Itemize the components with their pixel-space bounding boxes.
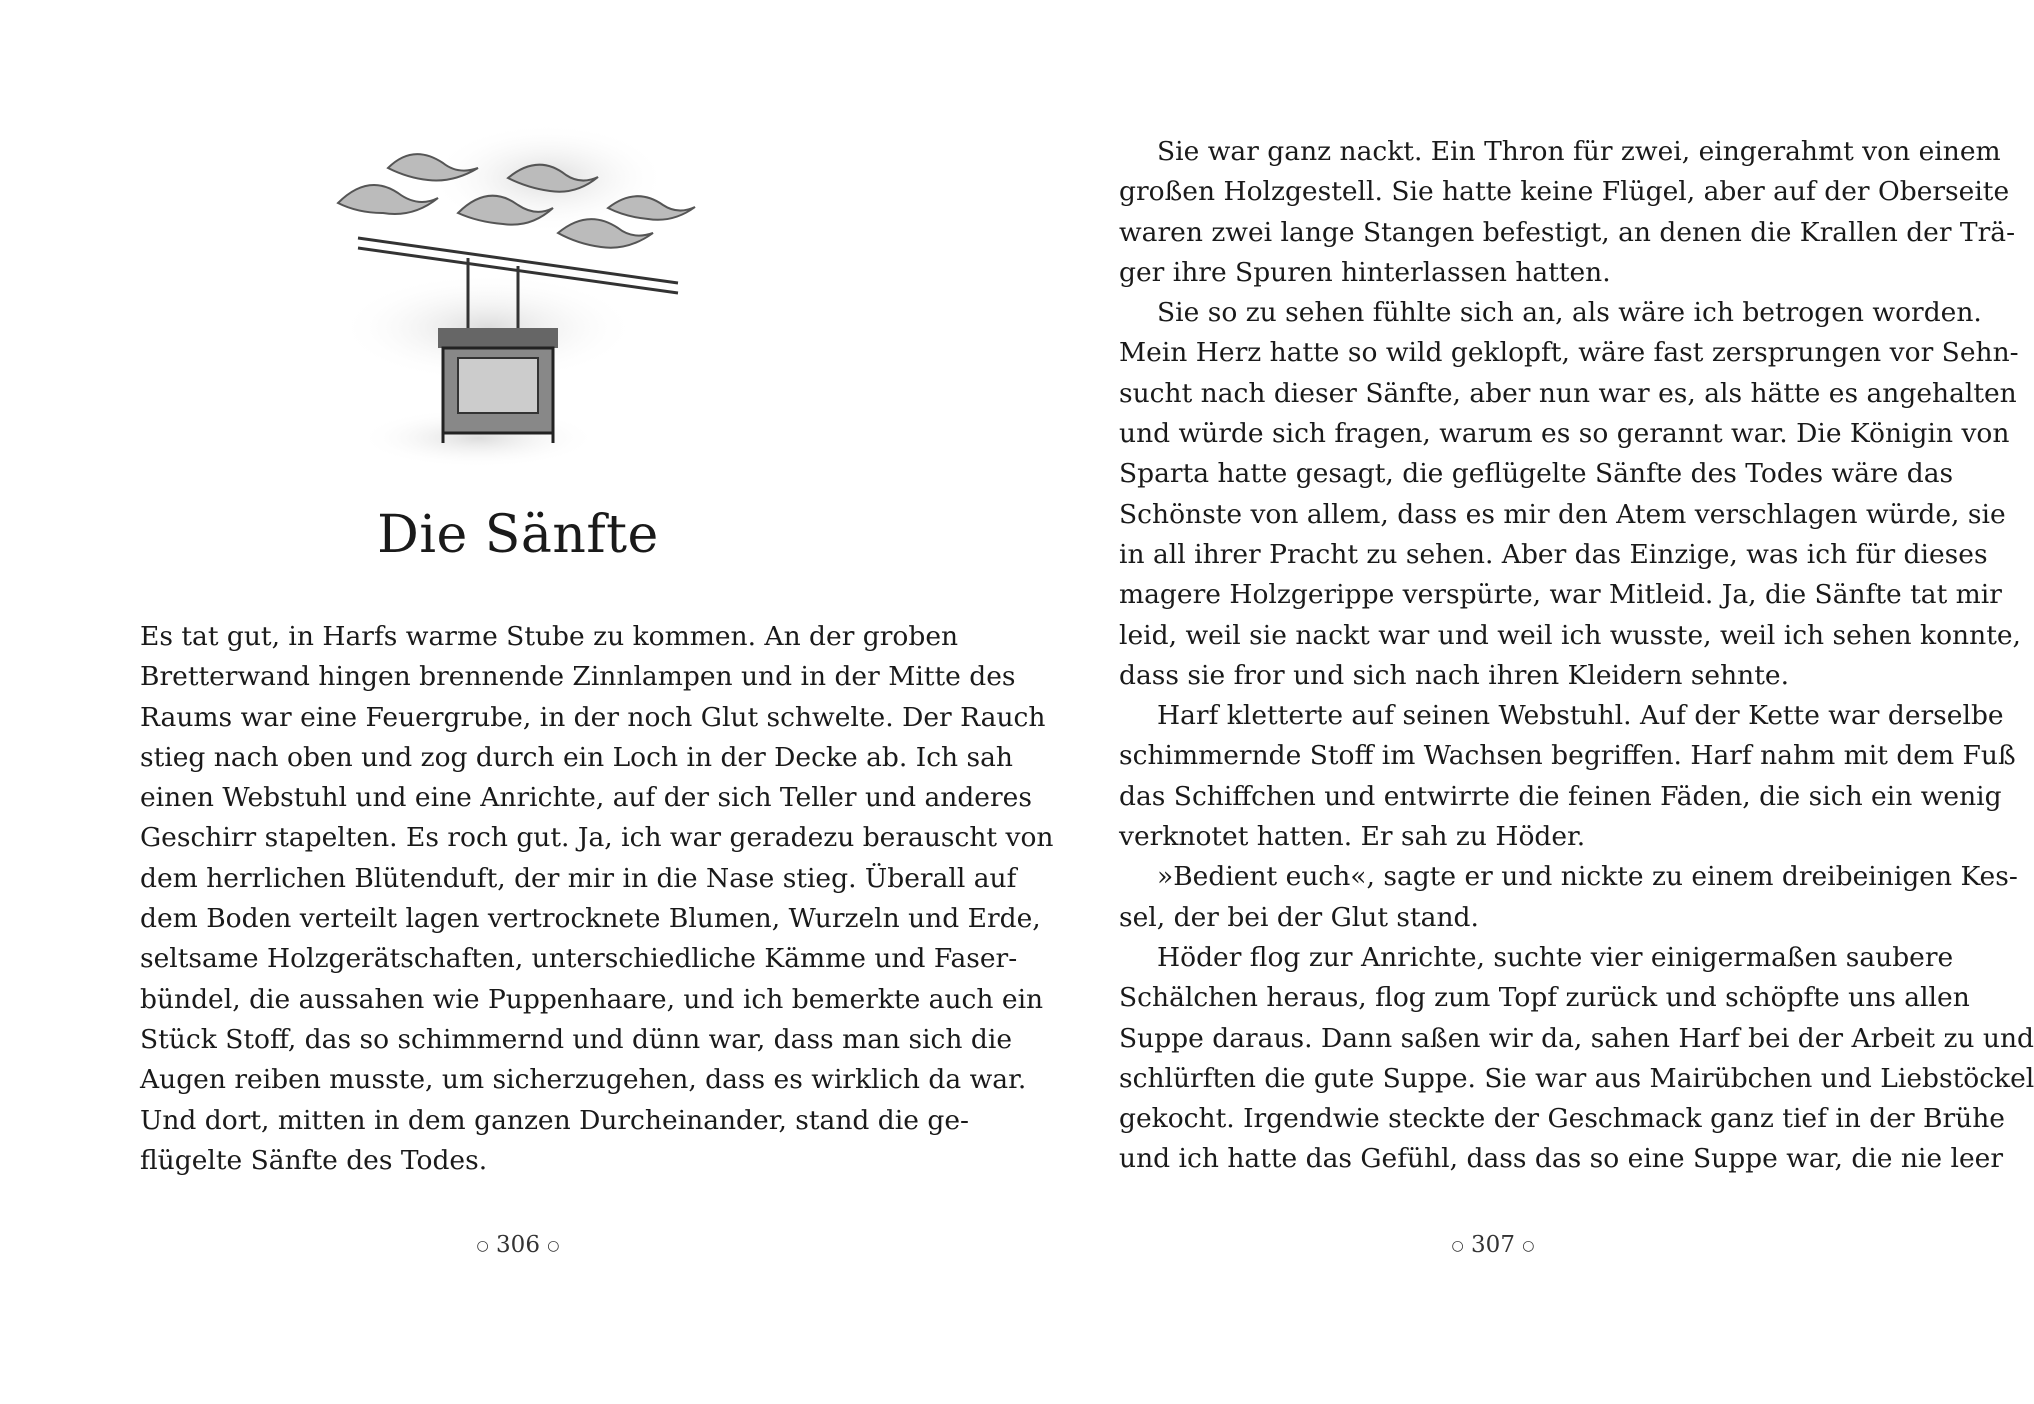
text-line: schlürften die gute Suppe. Sie war aus Mairübchen und Liebstöckel bbox=[1119, 1062, 2034, 1094]
text-line: in all ihrer Pracht zu sehen. Aber das Einzige, was ich für dieses bbox=[1119, 538, 1988, 570]
text-line: Sie war ganz nackt. Ein Thron für zwei, eingerahmt von einem bbox=[1157, 136, 2001, 167]
text-line: und würde sich fragen, warum es so gerannt war. Die Königin von bbox=[1119, 418, 2010, 450]
text-line: Es tat gut, in Harfs warme Stube zu kommen. An der groben bbox=[140, 621, 959, 652]
text-line: Mein Herz hatte so wild geklopft, wäre fast zersprungen vor Sehn- bbox=[1119, 337, 2019, 369]
text-line: seltsame Holzgerätschaften, unterschiedliche Kämme und Faser- bbox=[140, 943, 1018, 975]
text-line: ger ihre Spuren hinterlassen hatten. bbox=[1119, 256, 1611, 288]
text-line: Sparta hatte gesagt, die geflügelte Sänfte des Todes wäre das bbox=[1119, 458, 1954, 490]
litter-carriage bbox=[438, 328, 558, 443]
text-line: Höder flog zur Anrichte, suchte vier einigermaßen saubere bbox=[1157, 941, 1954, 973]
text-line: gekocht. Irgendwie steckte der Geschmack ganz tief in der Brühe bbox=[1119, 1103, 2005, 1135]
text-line: das Schiffchen und entwirrte die feinen Fäden, die sich ein wenig bbox=[1119, 780, 2002, 812]
text-line: sucht nach dieser Sänfte, aber nun war es, als hätte es angehalten bbox=[1119, 377, 2017, 409]
text-line: »Bedient euch«, sagte er und nickte zu einem dreibeinigen Kes- bbox=[1157, 861, 2018, 893]
text-line: schimmernde Stoff im Wachsen begriffen. Harf nahm mit dem Fuß bbox=[1119, 740, 2016, 772]
text-line: Geschirr stapelten. Es roch gut. Ja, ich war geradezu berauscht von bbox=[140, 822, 1054, 854]
page-number-value: 307 bbox=[1471, 1232, 1515, 1258]
text-line: bündel, die aussahen wie Puppenhaare, und ich bemerkte auch ein bbox=[140, 983, 1044, 1015]
text-line: Sie so zu sehen fühlte sich an, als wäre ich betrogen worden. bbox=[1157, 297, 1982, 329]
text-line: einen Webstuhl und eine Anrichte, auf der sich Teller und anderes bbox=[140, 782, 1032, 814]
text-line: sel, der bei der Glut stand. bbox=[1119, 901, 1479, 933]
page-number-value: 306 bbox=[496, 1232, 540, 1258]
page-number-right: ○ 307 ○ bbox=[1451, 1232, 1535, 1258]
text-line: flügelte Sänfte des Todes. bbox=[140, 1144, 488, 1176]
text-line: dem herrlichen Blütenduft, der mir in die Nase stieg. Überall auf bbox=[140, 862, 1017, 894]
right-page bbox=[1000, 0, 2034, 1404]
text-line: Bretterwand hingen brennende Zinnlampen und in der Mitte des bbox=[140, 661, 1016, 693]
text-line: Und dort, mitten in dem ganzen Durcheinander, stand die ge- bbox=[140, 1104, 969, 1136]
text-line: verknotet hatten. Er sah zu Höder. bbox=[1119, 821, 1586, 853]
text-line: dem Boden verteilt lagen vertrocknete Blumen, Wurzeln und Erde, bbox=[140, 903, 1041, 935]
text-line: waren zwei lange Stangen befestigt, an denen die Krallen der Trä- bbox=[1119, 216, 2016, 248]
text-line: Stück Stoff, das so schimmernd und dünn war, dass man sich die bbox=[140, 1023, 1013, 1055]
text-line: und ich hatte das Gefühl, dass das so eine Suppe war, die nie leer bbox=[1119, 1143, 2004, 1175]
text-line: Suppe daraus. Dann saßen wir da, sahen Harf bei der Arbeit zu und bbox=[1119, 1022, 2034, 1054]
left-body-text bbox=[140, 617, 1054, 1181]
text-line: stieg nach oben und zog durch ein Loch in der Decke ab. Ich sah bbox=[140, 741, 1013, 773]
text-line: dass sie fror und sich nach ihren Kleidern sehnte. bbox=[1119, 659, 1790, 691]
text-line: Augen reiben musste, um sicherzugehen, dass es wirklich da war. bbox=[140, 1064, 1027, 1096]
chapter-title: Die Sänfte bbox=[377, 505, 659, 565]
page-number-left: ○ 306 ○ bbox=[476, 1232, 560, 1258]
text-line: Raums war eine Feuergrube, in der noch Glut schwelte. Der Rauch bbox=[140, 701, 1046, 733]
text-line: magere Holzgerippe verspürte, war Mitleid. Ja, die Sänfte tat mir bbox=[1119, 579, 2002, 611]
right-body-text bbox=[1119, 132, 2034, 1180]
text-line: leid, weil sie nackt war und weil ich wusste, weil ich sehen konnte, bbox=[1119, 619, 2021, 651]
text-line: Harf kletterte auf seinen Webstuhl. Auf der Kette war derselbe bbox=[1157, 700, 2004, 732]
text-line: Schönste von allem, dass es mir den Atem verschlagen würde, sie bbox=[1119, 498, 2006, 530]
text-line: Schälchen heraus, flog zum Topf zurück und schöpfte uns allen bbox=[1119, 982, 1970, 1014]
flying-litter-illustration bbox=[318, 118, 718, 498]
text-line: großen Holzgestell. Sie hatte keine Flügel, aber auf der Oberseite bbox=[1119, 176, 2010, 208]
